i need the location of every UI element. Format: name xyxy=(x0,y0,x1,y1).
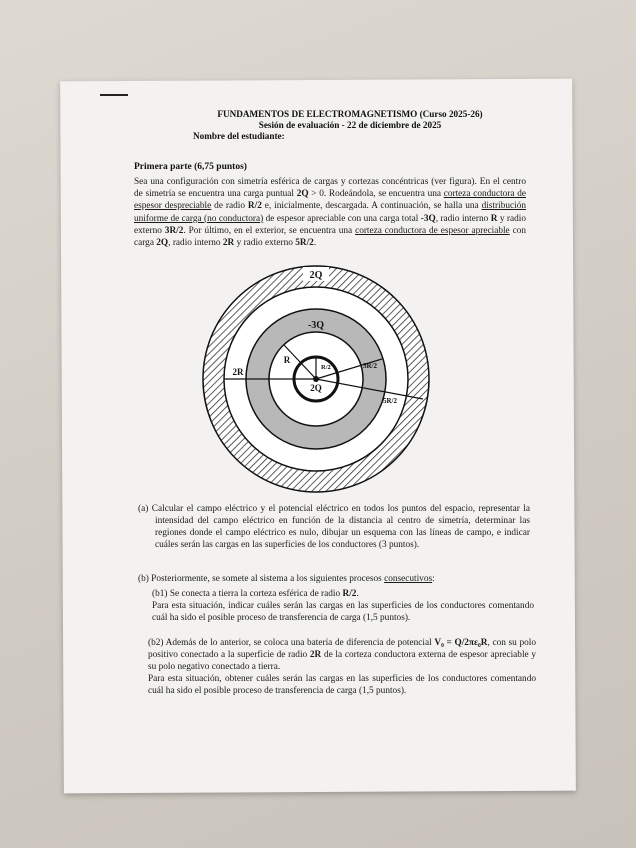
intro-text: , radio interno xyxy=(435,213,491,224)
question-b-text: : xyxy=(432,574,435,584)
intro-text: y radio externo xyxy=(234,238,296,249)
intro-radius: 2R xyxy=(222,238,235,249)
pen-mark xyxy=(100,94,128,96)
intro-text: de espesor apreciable con una carga total xyxy=(263,213,421,224)
intro-text: > 0. Rodeándola, se encuentra una xyxy=(308,189,444,200)
outer-charge-label: 2Q xyxy=(309,270,323,281)
question-a-label: (a) xyxy=(138,504,149,514)
distribution-charge-label: -3Q xyxy=(307,320,325,331)
intro-text: . Por último, en el exterior, se encuentra una xyxy=(183,225,356,236)
radius-5r2-label: 5R/2 xyxy=(383,397,397,405)
question-b1-radius: R/2 xyxy=(342,589,357,599)
question-b2-text: de la corteza conductora externa de espesor apreciable y su polo negativo conectado a tierra. xyxy=(148,650,537,672)
radius-2r-label: 2R xyxy=(232,367,244,377)
intro-radius: 3R/2 xyxy=(164,225,184,236)
question-a-text: Calcular el campo eléctrico y el potencial eléctrico en todos los puntos del espacio, representar la intensidad del campo eléctrico en función de la distancia al centro de simetría, determinar las regiones donde el campo eléctrico es nulo, dibujar un esquema con las líneas de campo, e indicar cuáles serán las cargas en las superficies de los conductores (3 puntos). xyxy=(151,504,530,550)
question-b-underlined: consecutivos xyxy=(384,574,433,584)
intro-underlined: corteza conductora de espesor despreciable xyxy=(134,189,526,212)
center-charge-label: 2Q xyxy=(310,383,322,393)
intro-text: . xyxy=(313,238,317,249)
question-b2-text: Además de lo anterior, se coloca una batería de diferencia de potencial xyxy=(165,638,435,648)
intro-charge: -3Q xyxy=(420,213,436,224)
intro-text: con carga xyxy=(134,225,527,249)
question-b-text: Posteriormente, se somete al sistema a los siguientes procesos xyxy=(151,574,385,584)
session-date: Sesión de evaluación - 22 de diciembre de 2025 xyxy=(258,120,442,130)
student-name-label: Nombre del estudiante: xyxy=(193,131,285,141)
intro-text: e, inicialmente, descargada. A continuación, se halla una xyxy=(261,201,482,212)
question-b2-label: (b2) xyxy=(148,638,164,648)
problem-statement xyxy=(134,176,526,249)
exam-header xyxy=(150,109,550,142)
intro-text: , radio interno xyxy=(168,238,223,249)
intro-text: y radio externo xyxy=(134,213,526,236)
intro-underlined: distribución uniforme de carga (no conductora) xyxy=(134,201,526,224)
concentric-spheres-figure xyxy=(200,263,432,495)
intro-text: de radio xyxy=(211,201,248,212)
course-title: FUNDAMENTOS DE ELECTROMAGNETISMO (Curso 2025-26) xyxy=(217,109,483,119)
radius-r2-label: R/2 xyxy=(321,364,331,371)
question-b1 xyxy=(152,588,534,624)
question-b1-text: Se conecta a tierra la corteza esférica de radio xyxy=(169,589,343,599)
question-a xyxy=(138,503,530,551)
question-b xyxy=(138,573,530,585)
intro-radius: R/2 xyxy=(247,201,262,212)
intro-charge: 2Q xyxy=(156,238,169,249)
question-b1-label: (b1) xyxy=(152,589,168,599)
question-b1-text: . xyxy=(356,589,359,599)
question-b2-formula: V₀ = Q/2πε₀R xyxy=(434,638,488,648)
intro-radius: R xyxy=(490,213,498,224)
section-title: Primera parte (6,75 puntos) xyxy=(134,162,247,172)
intro-underlined: corteza conductora de espesor apreciable xyxy=(355,225,510,236)
intro-text: Sea una configuración con simetría esférica de cargas y cortezas concéntricas (ver figura). En el centro de simetría se encuentra una carga puntual xyxy=(134,177,526,200)
question-b1-text: Para esta situación, indicar cuáles serán las cargas en las superficies de los conductores comentando cuál ha sido el posible proceso de transferencia de carga (1,5 puntos). xyxy=(152,601,534,623)
radius-3r2-label: 3R/2 xyxy=(363,362,377,370)
question-b2-text: , con su polo positivo conectado a la superficie de radio xyxy=(148,638,537,660)
question-b2-radius: 2R xyxy=(309,650,322,660)
question-b-label: (b) xyxy=(138,574,149,584)
radius-r-label: R xyxy=(283,355,291,365)
intro-charge: 2Q xyxy=(296,189,309,200)
question-b2 xyxy=(148,637,536,697)
intro-radius: 5R/2 xyxy=(295,238,314,249)
question-b2-text: Para esta situación, obtener cuáles serán las cargas en las superficies de los conductores comentando cuál ha sido el posible proceso de transferencia de carga (1,5 puntos). xyxy=(148,674,536,696)
